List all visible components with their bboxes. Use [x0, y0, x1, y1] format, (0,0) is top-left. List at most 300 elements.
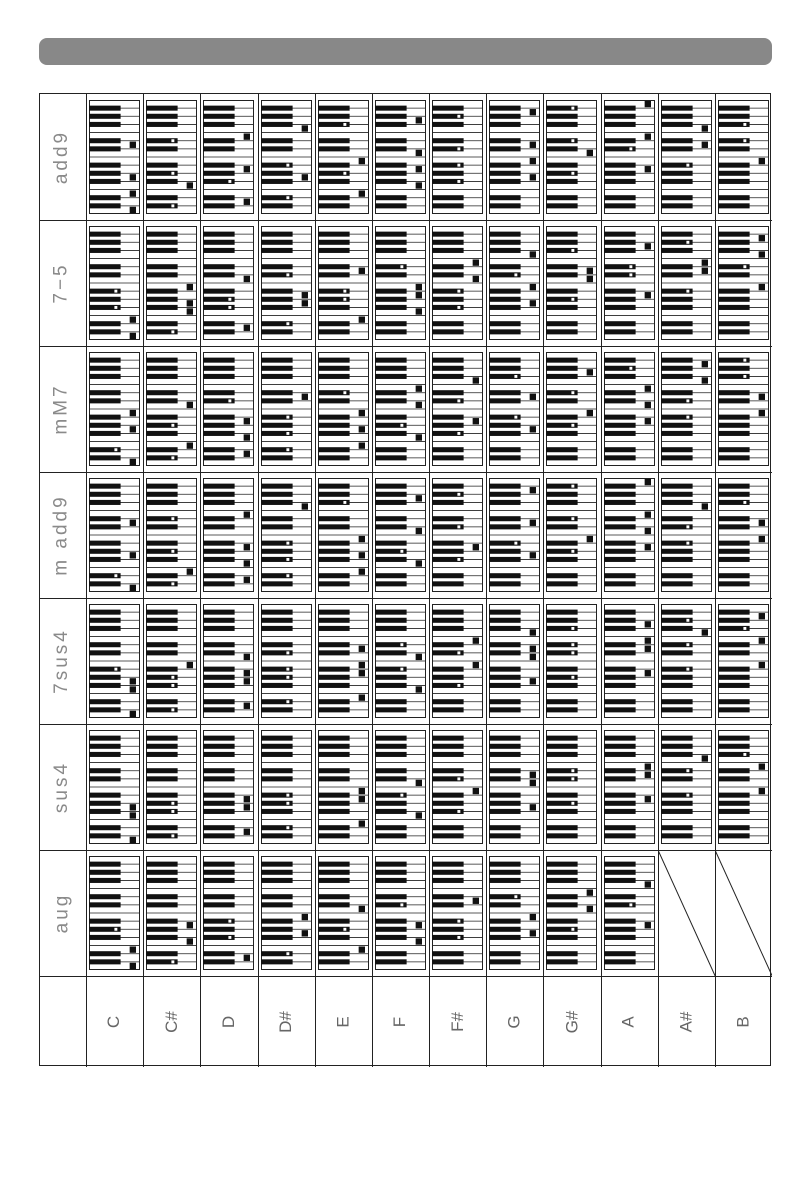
chord-tone-marker — [473, 662, 479, 668]
black-key — [375, 146, 407, 151]
black-key — [604, 833, 636, 838]
keyboard-diagram — [89, 352, 140, 466]
chord-tone-marker — [743, 501, 747, 505]
chord-tone-marker — [644, 637, 650, 643]
keyboard-diagram — [661, 604, 712, 718]
black-key — [718, 248, 750, 253]
black-key — [375, 650, 407, 655]
black-key — [203, 264, 235, 269]
black-key — [261, 203, 293, 208]
black-key — [718, 699, 750, 704]
black-key — [718, 573, 750, 578]
root-note-text: A# — [676, 1011, 696, 1032]
black-key — [718, 163, 750, 168]
black-key — [203, 374, 235, 379]
chord-tone-marker — [759, 637, 765, 643]
black-key — [318, 431, 350, 436]
black-key — [661, 683, 693, 688]
black-key — [546, 902, 578, 907]
black-key — [89, 423, 121, 428]
black-key — [261, 232, 293, 237]
black-key — [203, 455, 235, 460]
not-available-cell — [658, 850, 715, 976]
black-key — [604, 358, 636, 363]
black-key — [146, 667, 178, 672]
black-key — [146, 618, 178, 623]
black-key — [718, 549, 750, 554]
chord-type-label — [40, 724, 84, 850]
black-key — [375, 878, 407, 883]
black-key — [261, 106, 293, 111]
black-key — [89, 248, 121, 253]
chord-tone-marker — [701, 125, 707, 131]
root-note-text: G# — [561, 1010, 581, 1033]
black-key — [375, 516, 407, 521]
black-key — [489, 650, 521, 655]
chord-tone-marker — [644, 772, 650, 778]
black-key — [146, 650, 178, 655]
chord-tone-marker — [244, 434, 250, 440]
black-key — [604, 618, 636, 623]
black-key — [546, 935, 578, 940]
chord-tone-marker — [743, 375, 747, 379]
keyboard-diagram — [146, 352, 197, 466]
black-key — [203, 423, 235, 428]
black-key — [718, 524, 750, 529]
black-key — [661, 106, 693, 111]
black-key — [318, 610, 350, 615]
chord-tone-marker — [286, 793, 290, 797]
black-key — [661, 138, 693, 143]
chord-tone-marker — [358, 788, 364, 794]
black-key — [375, 833, 407, 838]
black-key — [89, 699, 121, 704]
black-key — [318, 541, 350, 546]
black-key — [718, 557, 750, 562]
black-key — [604, 707, 636, 712]
black-key — [261, 524, 293, 529]
black-key — [432, 516, 464, 521]
keyboard-diagram — [546, 226, 597, 340]
black-key — [546, 894, 578, 899]
black-key — [661, 179, 693, 184]
chord-tone-marker — [571, 424, 575, 428]
chord-tone-marker — [473, 259, 479, 265]
black-key — [203, 146, 235, 151]
root-note-label — [258, 976, 315, 1067]
black-key — [375, 699, 407, 704]
black-key — [604, 106, 636, 111]
keyboard-diagram — [432, 226, 483, 340]
diagonal-line — [715, 850, 772, 976]
row-divider — [40, 220, 772, 221]
chord-tone-marker — [130, 812, 136, 818]
keyboard-diagram — [604, 730, 655, 844]
black-key — [604, 862, 636, 867]
black-key — [661, 516, 693, 521]
row-divider — [40, 346, 772, 347]
column-divider — [86, 94, 87, 1067]
black-key — [546, 951, 578, 956]
black-key — [318, 801, 350, 806]
black-key — [489, 240, 521, 245]
black-key — [89, 935, 121, 940]
black-key — [261, 484, 293, 489]
black-key — [146, 248, 178, 253]
black-key — [661, 484, 693, 489]
chord-tone-marker — [286, 952, 290, 956]
black-key — [718, 195, 750, 200]
black-key — [661, 650, 693, 655]
black-key — [489, 398, 521, 403]
black-key — [718, 667, 750, 672]
black-key — [718, 642, 750, 647]
chord-tone-marker — [130, 410, 136, 416]
black-key — [89, 809, 121, 814]
chord-tone-marker — [514, 415, 518, 419]
black-key — [89, 415, 121, 420]
chord-tone-marker — [244, 418, 250, 424]
root-note-label — [315, 976, 372, 1067]
chord-tone-marker — [457, 306, 461, 310]
black-key — [661, 549, 693, 554]
keyboard-diagram — [203, 226, 254, 340]
black-key — [546, 959, 578, 964]
chord-tone-marker — [343, 123, 347, 127]
chord-tone-marker — [286, 667, 290, 671]
black-key — [89, 455, 121, 460]
black-key — [661, 626, 693, 631]
keyboard-diagram — [261, 856, 312, 970]
chord-tone-marker — [629, 903, 633, 907]
keyboard-diagram — [146, 604, 197, 718]
black-key — [89, 833, 121, 838]
black-key — [432, 171, 464, 176]
keyboard-diagram — [489, 226, 540, 340]
black-key — [261, 358, 293, 363]
black-key — [432, 390, 464, 395]
black-key — [89, 122, 121, 127]
black-key — [661, 272, 693, 277]
black-key — [489, 179, 521, 184]
column-divider — [543, 94, 544, 1067]
chord-tone-marker — [358, 316, 364, 322]
black-key — [375, 825, 407, 830]
black-key — [604, 870, 636, 875]
black-key — [318, 146, 350, 151]
chord-tone-marker — [187, 402, 193, 408]
black-key — [718, 106, 750, 111]
chord-tone-marker — [301, 914, 307, 920]
black-key — [375, 492, 407, 497]
black-key — [89, 959, 121, 964]
chord-tone-marker — [358, 536, 364, 542]
black-key — [546, 374, 578, 379]
black-key — [604, 581, 636, 586]
black-key — [604, 114, 636, 119]
black-key — [489, 776, 521, 781]
black-key — [89, 618, 121, 623]
black-key — [375, 390, 407, 395]
black-key — [718, 146, 750, 151]
chord-tone-marker — [759, 394, 765, 400]
black-key — [261, 768, 293, 773]
black-key — [489, 581, 521, 586]
black-key — [146, 927, 178, 932]
black-key — [375, 736, 407, 741]
chord-tone-marker — [743, 753, 747, 757]
chord-tone-marker — [130, 585, 136, 591]
chord-tone-marker — [171, 708, 175, 712]
black-key — [318, 862, 350, 867]
black-key — [718, 297, 750, 302]
black-key — [89, 516, 121, 521]
chord-tone-marker — [416, 812, 422, 818]
chord-tone-marker — [743, 265, 747, 269]
chord-tone-marker — [457, 525, 461, 529]
black-key — [546, 195, 578, 200]
chord-tone-marker — [343, 391, 347, 395]
chord-tone-marker — [286, 448, 290, 452]
chord-tone-marker — [686, 541, 690, 545]
chord-tone-marker — [301, 394, 307, 400]
chord-tone-marker — [400, 793, 404, 797]
black-key — [89, 195, 121, 200]
chord-tone-marker — [759, 662, 765, 668]
root-note-label — [429, 976, 486, 1067]
chord-tone-marker — [130, 946, 136, 952]
black-key — [718, 492, 750, 497]
black-key — [146, 358, 178, 363]
chord-tone-marker — [571, 928, 575, 932]
chord-tone-marker — [530, 174, 536, 180]
black-key — [146, 163, 178, 168]
black-key — [375, 541, 407, 546]
black-key — [661, 675, 693, 680]
black-key — [375, 297, 407, 302]
chord-type-label — [40, 220, 84, 346]
black-key — [203, 358, 235, 363]
chord-tone-marker — [457, 936, 461, 940]
black-key — [261, 305, 293, 310]
chord-tone-marker — [473, 788, 479, 794]
black-key — [718, 833, 750, 838]
black-key — [318, 305, 350, 310]
black-key — [261, 455, 293, 460]
keyboard-diagram — [718, 604, 769, 718]
black-key — [146, 699, 178, 704]
keyboard-diagram — [261, 352, 312, 466]
chord-tone-marker — [644, 881, 650, 887]
black-key — [89, 902, 121, 907]
keyboard-diagram — [146, 856, 197, 970]
black-key — [661, 321, 693, 326]
black-key — [89, 203, 121, 208]
chord-tone-marker — [343, 289, 347, 293]
black-key — [604, 793, 636, 798]
chord-tone-marker — [416, 780, 422, 786]
root-note-text: C# — [161, 1010, 181, 1033]
keyboard-diagram — [203, 730, 254, 844]
black-key — [489, 752, 521, 757]
black-key — [604, 927, 636, 932]
black-key — [489, 455, 521, 460]
row-divider — [40, 724, 772, 725]
black-key — [489, 492, 521, 497]
keyboard-diagram — [318, 352, 369, 466]
black-key — [489, 610, 521, 615]
chord-tone-marker — [416, 284, 422, 290]
keyboard-diagram — [261, 730, 312, 844]
black-key — [146, 626, 178, 631]
chord-tone-marker — [416, 686, 422, 692]
chord-tone-marker — [473, 544, 479, 550]
black-key — [203, 736, 235, 741]
black-key — [604, 768, 636, 773]
black-key — [318, 455, 350, 460]
black-key — [546, 289, 578, 294]
black-key — [261, 138, 293, 143]
black-key — [432, 366, 464, 371]
black-key — [432, 581, 464, 586]
black-key — [661, 455, 693, 460]
chord-tone-marker — [629, 367, 633, 371]
black-key — [546, 870, 578, 875]
chord-tone-marker — [473, 276, 479, 282]
keyboard-diagram — [489, 352, 540, 466]
black-key — [489, 573, 521, 578]
black-key — [718, 114, 750, 119]
chord-tone-marker — [187, 182, 193, 188]
black-key — [489, 667, 521, 672]
black-key — [432, 667, 464, 672]
black-key — [604, 801, 636, 806]
black-key — [661, 581, 693, 586]
chord-chart — [39, 93, 771, 1066]
black-key — [146, 825, 178, 830]
black-key — [661, 305, 693, 310]
black-key — [489, 321, 521, 326]
black-key — [661, 122, 693, 127]
black-key — [546, 610, 578, 615]
black-key — [604, 650, 636, 655]
black-key — [432, 862, 464, 867]
chord-type-text: aug — [50, 892, 72, 934]
chord-tone-marker — [473, 637, 479, 643]
chord-tone-marker — [644, 646, 650, 652]
black-key — [375, 573, 407, 578]
black-key — [261, 329, 293, 334]
black-key — [89, 919, 121, 924]
black-key — [546, 833, 578, 838]
black-key — [89, 581, 121, 586]
black-key — [546, 524, 578, 529]
keyboard-diagram — [546, 730, 597, 844]
chord-tone-marker — [644, 243, 650, 249]
black-key — [432, 374, 464, 379]
black-key — [89, 557, 121, 562]
black-key — [146, 919, 178, 924]
black-key — [146, 935, 178, 940]
chord-tone-marker — [187, 922, 193, 928]
chord-tone-marker — [416, 292, 422, 298]
chord-tone-marker — [644, 101, 650, 107]
black-key — [489, 264, 521, 269]
chord-tone-marker — [457, 432, 461, 436]
black-key — [375, 248, 407, 253]
black-key — [203, 959, 235, 964]
black-key — [432, 833, 464, 838]
chord-tone-marker — [286, 700, 290, 704]
black-key — [432, 752, 464, 757]
black-key — [89, 240, 121, 245]
black-key — [661, 825, 693, 830]
black-key — [318, 951, 350, 956]
chord-tone-marker — [743, 627, 747, 631]
black-key — [318, 581, 350, 586]
black-key — [661, 366, 693, 371]
black-key — [432, 500, 464, 505]
black-key — [146, 862, 178, 867]
black-key — [432, 825, 464, 830]
black-key — [718, 203, 750, 208]
chord-tone-marker — [171, 204, 175, 208]
black-key — [546, 358, 578, 363]
black-key — [546, 431, 578, 436]
black-key — [203, 902, 235, 907]
root-note-label — [372, 976, 429, 1067]
black-key — [375, 752, 407, 757]
black-key — [203, 524, 235, 529]
chord-tone-marker — [358, 568, 364, 574]
black-key — [89, 878, 121, 883]
black-key — [546, 618, 578, 623]
chord-tone-marker — [286, 541, 290, 545]
black-key — [489, 500, 521, 505]
black-key — [661, 297, 693, 302]
black-key — [546, 752, 578, 757]
chord-tone-marker — [759, 284, 765, 290]
chord-type-text: mM7 — [51, 383, 73, 435]
black-key — [203, 272, 235, 277]
black-key — [146, 122, 178, 127]
chord-tone-marker — [514, 273, 518, 277]
chord-tone-marker — [130, 207, 136, 213]
black-key — [718, 390, 750, 395]
black-key — [89, 610, 121, 615]
black-key — [489, 329, 521, 334]
black-key — [375, 626, 407, 631]
black-key — [546, 557, 578, 562]
black-key — [261, 146, 293, 151]
black-key — [489, 833, 521, 838]
black-key — [604, 329, 636, 334]
chord-tone-marker — [587, 889, 593, 895]
black-key — [489, 289, 521, 294]
black-key — [375, 289, 407, 294]
chord-tone-marker — [358, 552, 364, 558]
chord-tone-marker — [416, 117, 422, 123]
chord-tone-marker — [286, 432, 290, 436]
black-key — [146, 305, 178, 310]
chord-tone-marker — [571, 769, 575, 773]
black-key — [318, 959, 350, 964]
black-key — [661, 610, 693, 615]
black-key — [375, 163, 407, 168]
black-key — [489, 297, 521, 302]
black-key — [489, 524, 521, 529]
chord-tone-marker — [759, 251, 765, 257]
